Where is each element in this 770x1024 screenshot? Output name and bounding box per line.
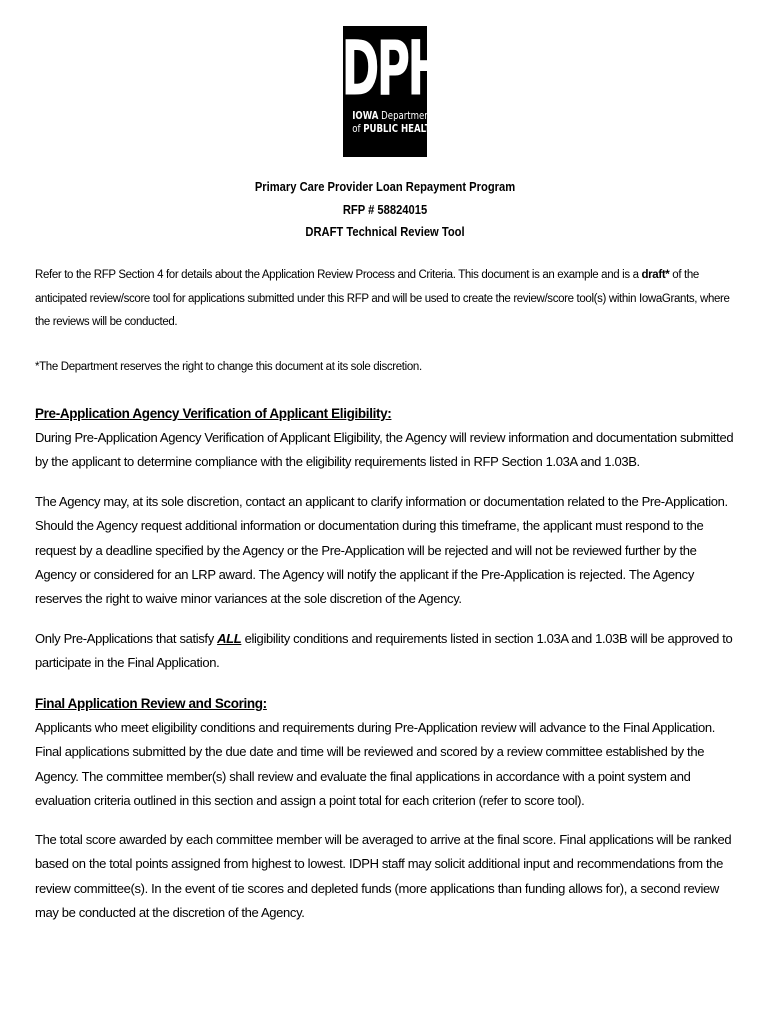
pre-application-paragraph-3: [35, 627, 735, 676]
idph-logo: [327, 23, 443, 157]
logo-department: Department: [378, 109, 434, 122]
department-note: *The Department reserves the right to change this document at its sole discretion.: [35, 361, 422, 373]
intro-text-after: of the anticipated review/score tool for applications submitted under this RFP and will be used to create the review/score tool(s) within IowaGrants, where the reviews will be conducted.: [35, 269, 730, 328]
rfp-number: RFP # 58824015: [342, 201, 428, 217]
program-title: Primary Care Provider Loan Repayment Program: [254, 179, 516, 194]
logo-line-public-health: [352, 122, 438, 135]
tool-title: DRAFT Technical Review Tool: [305, 224, 465, 239]
document-title-block: [0, 176, 770, 244]
logo-idph-letters: IDPH: [327, 23, 443, 113]
logo-iowa: IOWA: [352, 109, 379, 122]
pre-application-heading: Pre-Application Agency Verification of Applicant Eligibility:: [35, 406, 392, 421]
logo-line-iowa-department: [352, 109, 434, 122]
pre-application-paragraph-2: The Agency may, at its sole discretion, contact an applicant to clarify information or documentation related to the Pre-Application. Should the Agency request additional information or documentation during this timeframe, the applicant must respond to the request by a deadline specified by the Agency or the Pre-Application will be rejected and will not be reviewed further by the Agency or considered for an LRP award. The Agency will notify the applicant if the Pre-Application is rejected. The Agency reserves the right to waive minor variances at the sole discretion of the Agency.: [35, 494, 728, 607]
logo-of: of: [352, 122, 364, 135]
para3-before: Only Pre-Applications that satisfy: [35, 631, 218, 646]
para3-after: eligibility conditions and requirements listed in section 1.03A and 1.03B will be approved to participate in the Final Application.: [35, 631, 733, 671]
intro-text-before: Refer to the RFP Section 4 for details about the Application Review Process and Criteria. This document is an example and is a: [35, 269, 642, 281]
pre-application-paragraph-1: During Pre-Application Agency Verification of Applicant Eligibility, the Agency will review information and documentation submitted by the applicant to determine compliance with the eligibility requirements listed in RFP Section 1.03A and 1.03B.: [35, 430, 734, 470]
final-application-heading: Final Application Review and Scoring:: [35, 696, 267, 711]
final-application-paragraph-1: Applicants who meet eligibility conditions and requirements during Pre-Application review will advance to the Final Application. Final applications submitted by the due date and time will be reviewed and scored by a review committee established by the Agency. The committee member(s) shall review and evaluate the final applications in accordance with a point system and evaluation criteria outlined in this section and assign a point total for each criterion (refer to score tool).: [35, 720, 715, 808]
logo-public-health: PUBLIC HEALTH: [363, 122, 438, 135]
intro-draft-bold: draft*: [641, 269, 670, 281]
intro-paragraph: [35, 264, 735, 335]
final-application-paragraph-2: The total score awarded by each committee member will be averaged to arrive at the final score. Final applications will be ranked based on the total points assigned from highest to lowest. IDPH staff may solicit additional input and recommendations from the review committee(s). In the event of tie scores and depleted funds (more applications than funding allows for), a second review may be conducted at the discretion of the Agency.: [35, 832, 732, 920]
para3-all-emphasis: ALL: [217, 631, 242, 646]
